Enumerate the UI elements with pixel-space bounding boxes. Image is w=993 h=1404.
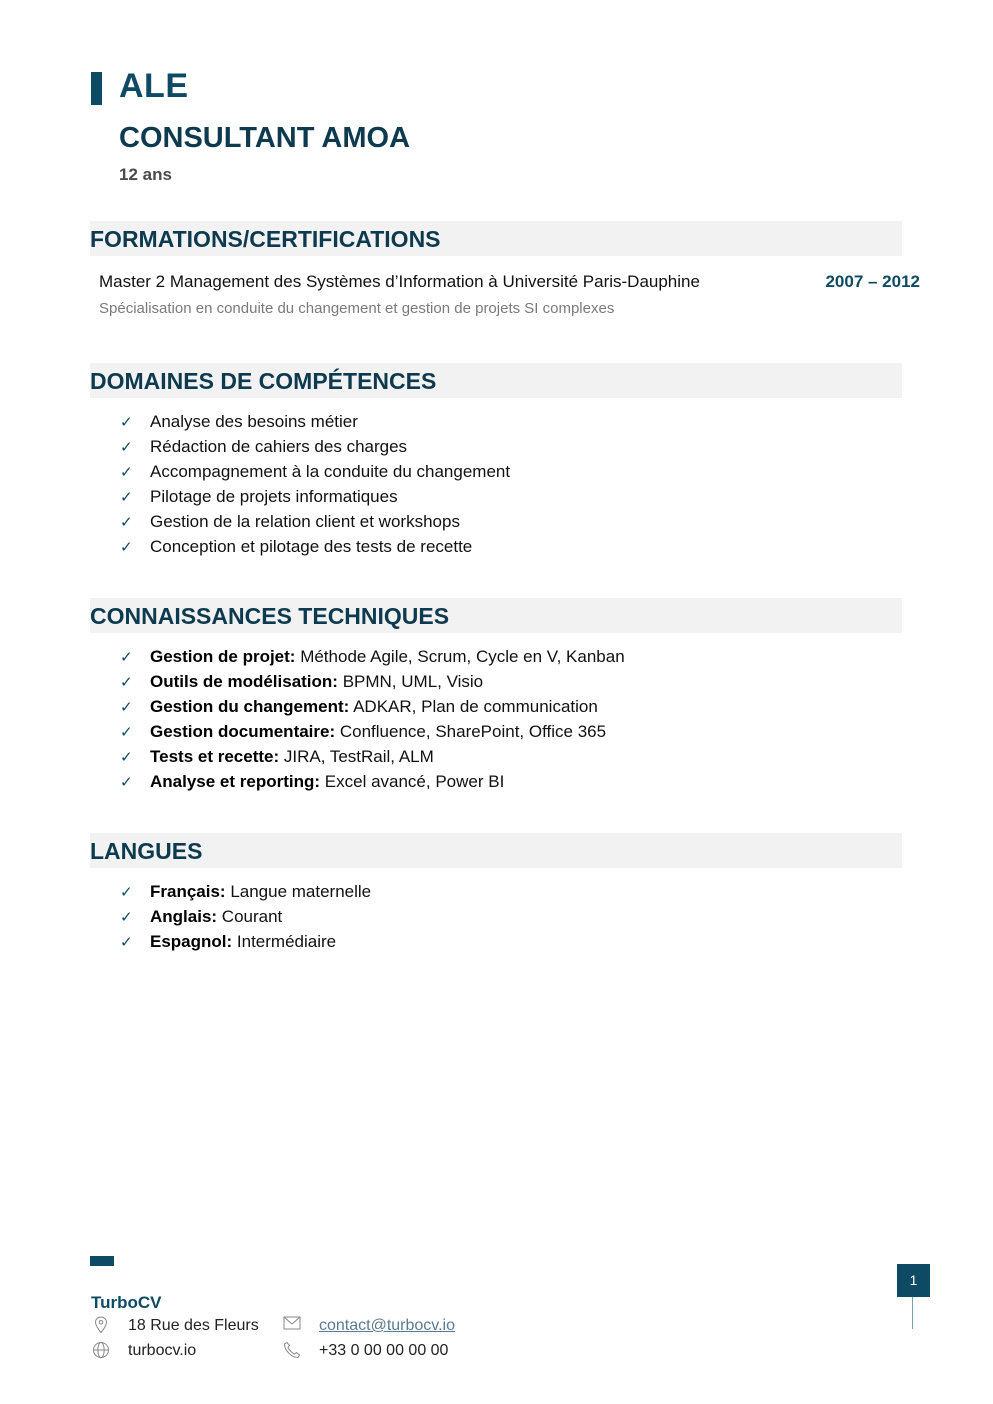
list-item: ✓ Rédaction de cahiers des charges [120,434,510,459]
section-title: CONNAISSANCES TECHNIQUES [90,603,450,629]
section-title: LANGUES [90,838,203,864]
section-title: FORMATIONS/CERTIFICATIONS [90,226,441,252]
section-techniques-header [90,598,902,633]
list-item: ✓ Gestion de la relation client et workshops [120,509,510,534]
footer-website[interactable]: turbocv.io [128,1342,197,1359]
list-item: ✓ Espagnol: Intermédiaire [120,929,371,954]
check-icon: ✓ [120,489,133,506]
list-item: ✓ Analyse et reporting: Excel avancé, Power BI [120,769,625,794]
list-item: ✓ Anglais: Courant [120,904,371,929]
experience-years: 12 ans [119,165,172,184]
list-item: ✓ Conception et pilotage des tests de recette [120,534,510,559]
candidate-name: ALE [119,67,189,105]
section-title: DOMAINES DE COMPÉTENCES [90,368,437,394]
footer-email-link[interactable]: contact@turbocv.io [319,1317,456,1334]
section-competences-header [90,363,902,398]
check-icon: ✓ [120,774,133,791]
header-accent-bar [91,72,102,105]
footer-address: 18 Rue des Fleurs [128,1317,259,1334]
check-icon: ✓ [120,649,133,666]
list-item: ✓ Tests et recette: JIRA, TestRail, ALM [120,744,625,769]
page-number: 1 [897,1264,930,1297]
phone-icon [282,1341,302,1361]
check-icon: ✓ [120,724,133,741]
footer-brand: TurboCV [91,1293,162,1312]
list-item: ✓ Pilotage de projets informatiques [120,484,510,509]
competences-list [120,409,510,559]
check-icon: ✓ [120,909,133,926]
location-pin-icon [91,1316,111,1336]
check-icon: ✓ [120,934,133,951]
list-item: ✓ Accompagnement à la conduite du changement [120,459,510,484]
check-icon: ✓ [120,439,133,456]
education-title: Master 2 Management des Systèmes d’Information à Université Paris-Dauphine [99,272,700,291]
check-icon: ✓ [120,699,133,716]
footer-phone: +33 0 00 00 00 00 [319,1342,449,1359]
education-description: Spécialisation en conduite du changement et gestion de projets SI complexes [99,300,615,317]
check-icon: ✓ [120,514,133,531]
check-icon: ✓ [120,749,133,766]
list-item: ✓ Outils de modélisation: BPMN, UML, Visio [120,669,625,694]
list-item: ✓ Gestion du changement: ADKAR, Plan de communication [120,694,625,719]
footer-accent-mark [90,1256,114,1266]
globe-icon [91,1341,111,1361]
check-icon: ✓ [120,539,133,556]
list-item: ✓ Français: Langue maternelle [120,879,371,904]
job-title: CONSULTANT AMOA [119,122,411,154]
section-formations-header [90,221,902,256]
check-icon: ✓ [120,674,133,691]
check-icon: ✓ [120,414,133,431]
list-item: ✓ Gestion de projet: Méthode Agile, Scrum, Cycle en V, Kanban [120,644,625,669]
list-item: ✓ Gestion documentaire: Confluence, SharePoint, Office 365 [120,719,625,744]
check-icon: ✓ [120,884,133,901]
langues-list [120,879,371,954]
check-icon: ✓ [120,464,133,481]
list-item: ✓ Analyse des besoins métier [120,409,510,434]
techniques-list [120,644,625,794]
page-number-line [912,1297,913,1329]
education-dates: 2007 – 2012 [825,272,920,291]
section-langues-header [90,833,902,868]
envelope-icon [282,1316,302,1336]
